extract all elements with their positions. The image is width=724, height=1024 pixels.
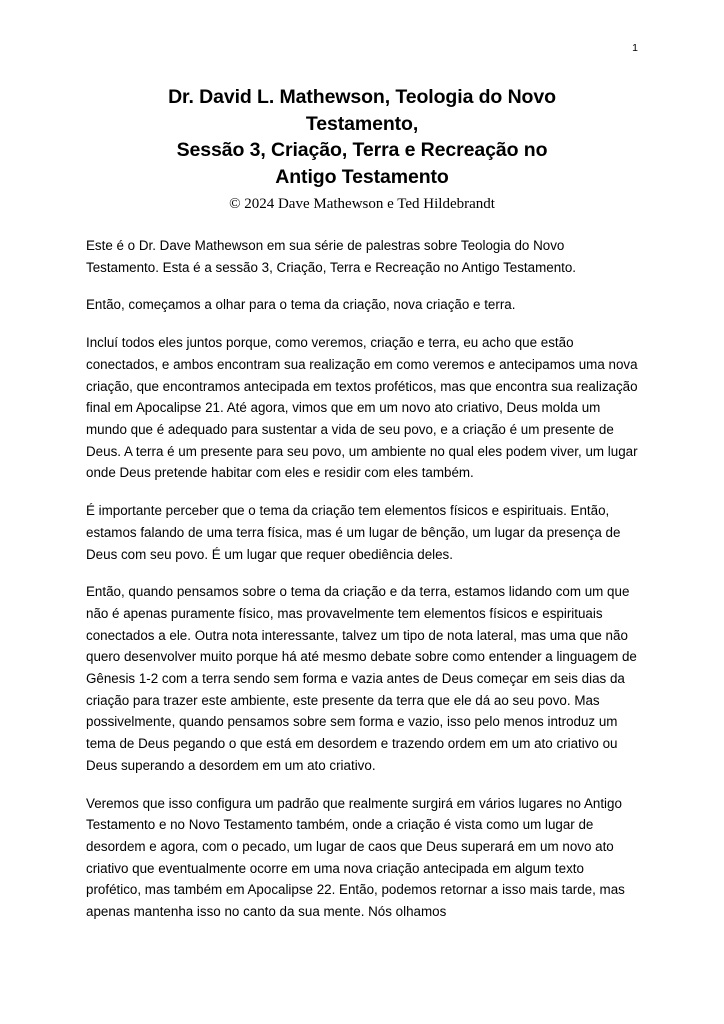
paragraph: Então, quando pensamos sobre o tema da criação e da terra, estamos lidando com um que não é apenas puramente físico, mas provavelmente tem elementos físicos e espirituais conectados a ele. Outra nota interessante, talvez um tipo de nota lateral, mas uma que não quero desenvolver muito porque há até mesmo debate sobre como entender a linguagem de Gênesis 1-2 com a terra sendo sem forma e vazia antes de Deus começar em seis dias da criação para trazer este ambiente, este presente da terra que ele dá ao seu povo. Mas possivelmente, quando pensamos sobre sem forma e vazio, isso pelo menos introduz um tema de Deus pegando o que está em desordem e trazendo ordem em um ato criativo ou Deus superando a desordem em um ato criativo.	[86, 584, 641, 773]
paragraph: Incluí todos eles juntos porque, como veremos, criação e terra, eu acho que estão conectados, e ambos encontram sua realização em como veremos e antecipamos uma nova criação, que encontramos antecipada em textos proféticos, mas que encontra sua realização final em Apocalipse 21. Até agora, vimos que em um novo ato criativo, Deus molda um mundo que é adequado para sustentar a vida de seu povo, e a criação é um presente de Deus. A terra é um presente para seu povo, um ambiente no qual eles podem viver, um lugar onde Deus pretende habitar com eles e residir com eles também.	[86, 335, 642, 481]
paragraph: Veremos que isso configura um padrão que realmente surgirá em vários lugares no Antigo Testamento e no Novo Testamento também, onde a criação é vista como um lugar de desordem e agora, com o pecado, um lugar de caos que Deus superará em um novo ato criativo que eventualmente ocorre em uma nova criação antecipada em algum texto profético, mas também em Apocalipse 22. Então, podemos retornar a isso mais tarde, mas apenas mantenha isso no canto da sua mente. Nós olhamos	[86, 795, 629, 920]
title-line-2: Testamento,	[305, 112, 419, 135]
document-title	[86, 84, 638, 190]
title-line-3: Sessão 3, Criação, Terra e Recreação no	[176, 139, 548, 162]
title-line-4: Antigo Testamento	[275, 165, 449, 188]
paragraph: Então, começamos a olhar para o tema da criação, nova criação e terra.	[86, 297, 516, 313]
copyright-notice: © 2024 Dave Mathewson e Ted Hildebrandt	[229, 196, 495, 213]
document-body	[86, 235, 642, 923]
page-number: 1	[632, 42, 638, 54]
document-content	[86, 84, 642, 923]
paragraph: Este é o Dr. Dave Mathewson em sua série de palestras sobre Teologia do Novo Testamento. Esta é a sessão 3, Criação, Terra e Recreação no Antigo Testamento.	[86, 238, 577, 275]
title-line-1: Dr. David L. Mathewson, Teologia do Novo	[168, 86, 556, 108]
paragraph: É importante perceber que o tema da criação tem elementos físicos e espirituais. Então, estamos falando de uma terra física, mas é um lugar de bênção, um lugar da presença de Deus com seu povo. É um lugar que requer obediência deles.	[86, 503, 625, 562]
